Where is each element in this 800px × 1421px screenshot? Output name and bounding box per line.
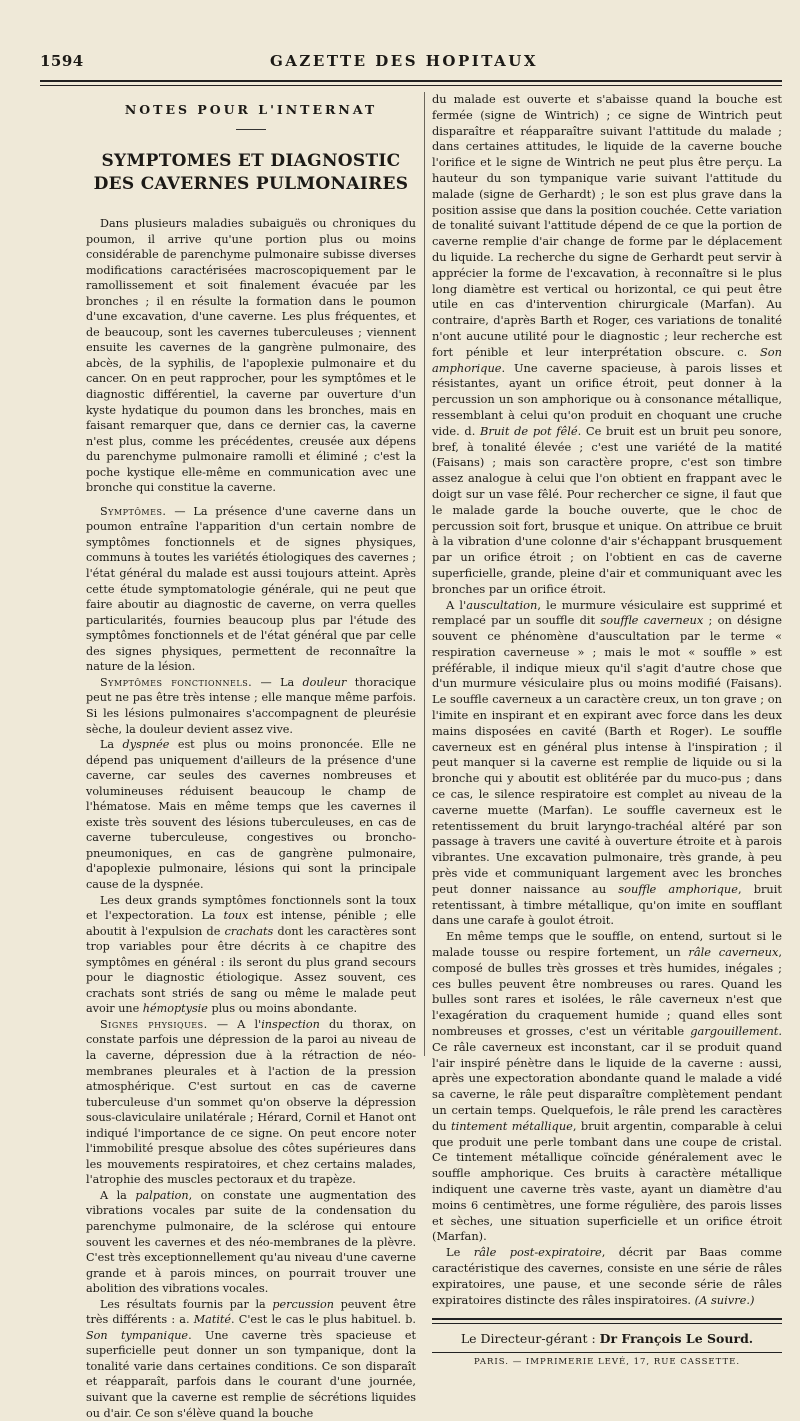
section-title: NOTES POUR L'INTERNAT — [124, 102, 378, 117]
paragraph: En même temps que le souffle, on entend, surtout si le malade tousse ou respire fortement, un râle caverneux, composé de bulles très grosses et très humides, inégales ; ces bulles peuvent être nombreuses ou rares. Quand les bulles sont rares et isolées, le râle caverneux n'est que l'exagération du craquement humide ; quand elles sont nombreuses et grosses, c'est un véritable gargouillement. Ce râle caverneux est inconstant, car il se produit quand l'air inspiré pénètre dans le liquide de la caverne : aussi, après une expectoration abondante quand le malade a vidé sa caverne, le râle peut disparaître complètement pendant un certain temps. Quelquefois, le râle prend les caractères du tintement métallique, bruit argentin, comparable à celui que produit une perle tombant dans une coupe de cristal. Ce tintement métallique coïncide généralement avec le souffle amphorique. Ces bruits à caractère métallique indiquent une caverne très vaste, ayant un diamètre d'au moins 6 centimètres, une forme régulière, des parois lisses et sèches, une situation superficielle et un orifice étroit (Marfan). — [432, 929, 782, 1244]
journal-title: GAZETTE DES HOPITAUX — [269, 52, 538, 70]
paragraph: du malade est ouverte et s'abaisse quand la bouche est fermée (signe de Wintrich) ; ce signe de Wintrich peut disparaître et réapparaître suivant l'attitude du malade ; dans certaines attitudes, le liquide de la caverne bouche l'orifice et le signe de Wintrich ne peut plus être perçu. La hauteur du son tympanique varie suivant l'attitude du malade (signe de Gerhardt) ; le son est plus grave dans la position assise que dans la position couchée. Cette variation de tonalité suivant l'attitude dépend de ce que la portion de caverne remplie d'air change de forme par le déplacement du liquide. La recherche du signe de Gerhardt peut servir à apprécier la forme de l'excavation, à reconnaître si le plus long diamètre est vertical ou horizontal, ce qui peut être utile en cas d'intervention chirurgicale (Marfan). Au contraire, d'après Barth et Roger, ces variations de tonalité n'ont aucune utilité pour le diagnostic ; leur recherche est fort pénible et leur interprétation obscure. c. Son amphorique. Une caverne spacieuse, à parois lisses et résistantes, ayant un orifice étroit, peut donner à la percussion un son amphorique ou à consonance métallique, ressemblant à celui qu'on produit en choquant une cruche vide. d. Bruit de pot fêlé. Ce bruit est un bruit peu sonore, bref, à tonalité élevée ; c'est une variété de la matité (Faisans) ; mais son caractère propre, c'est son timbre assez analogue à celui que l'on obtient en frappant avec le doigt sur un vase fêlé. Pour rechercher ce signe, il faut que le malade garde la bouche ouverte, que le choc de percussion soit fort, brusque et unique. On attribue ce bruit à la vibration d'une colonne d'air s'échappant brusquement par un orifice étroit ; on l'obtient en cas de caverne superficielle, grande, pleine d'air et communiquant avec les bronches par un orifice étroit. — [432, 92, 782, 596]
page-number: 1594 — [40, 52, 84, 70]
right-column — [432, 92, 782, 1367]
article-title: SYMPTOMES ET DIAGNOSTIC DES CAVERNES PULMONAIRES — [93, 151, 409, 194]
paragraph: La dyspnée est plus ou moins prononcée. Elle ne dépend pas uniquement d'ailleurs de la présence d'une caverne, car seules des cavernes nombreuses et volumineuses réduisent beaucoup le champ de l'hématose. Mais en même temps que les cavernes il existe très souvent des lésions tuberculeuses, en cas de caverne tuberculeuse, congestives ou broncho-pneumoniques, en cas de gangrène pulmonaire, d'apoplexie pulmonaire, lésions qui sont la principale cause de la dyspnée. — [86, 738, 416, 891]
paragraph: Le râle post-expiratoire, décrit par Baas comme caractéristique des cavernes, consiste en une série de râles expiratoires, une pause, et une seconde série de râles expiratoires distincte des râles inspiratoires. (A suivre.) — [432, 1245, 782, 1307]
footer-rule — [432, 1318, 782, 1320]
subheading: Symptômes fonctionnels. — [100, 675, 253, 689]
director-name: Dr François Le Sourd. — [599, 1331, 754, 1347]
imprint-rule — [432, 1352, 782, 1353]
left-column — [86, 92, 416, 1421]
paragraph: Signes physiques. — A l'inspection du thorax, on constate parfois une dépression de la paroi au niveau de la caverne, dépression due à la rétraction de néo-membranes pleurales et à l'action de la pression atmosphérique. C'est surtout en cas de caverne tuberculeuse d'un sommet qu'on observe la dépression sous-claviculaire unilatérale ; Hérard, Cornil et Hanot ont indiqué l'importance de ce signe. On peut encore noter l'immobilité presque absolue des côtes supérieures dans les mouvements respiratoires, et chez certains malades, l'atrophie des muscles pectoraux et du trapèze. — [86, 1017, 416, 1187]
subheading: Symptômes. — [100, 504, 167, 518]
to-be-continued: (A suivre.) — [694, 1292, 755, 1307]
director-line: Le Directeur-gérant : Dr François Le Sourd. — [460, 1331, 754, 1347]
paragraph: Les deux grands symptômes fonctionnels sont la toux et l'expectoration. La toux est intense, pénible ; elle aboutit à l'expulsion de crachats dont les caractères sont trop variables pour être décrits à ce chapitre des symptômes en général : ils seront du plus grand secours pour le diagnostic étiologique. Assez souvent, ces crachats sont striés de sang ou même le malade peut avoir une hémoptysie plus ou moins abondante. — [86, 893, 416, 1016]
header-rule — [40, 80, 782, 82]
imprint: PARIS. — IMPRIMERIE LEVÉ, 17, RUE CASSETTE. — [473, 1357, 741, 1368]
page-header — [40, 52, 768, 74]
subheading: Signes physiques. — [100, 1017, 208, 1031]
column-divider — [424, 92, 425, 1056]
paragraph: A la palpation, on constate une augmentation des vibrations vocales par suite de la condensation du parenchyme pulmonaire, de la sclérose qui entoure souvent les cavernes et des néo-membranes de la plèvre. C'est très exceptionnellement qu'au niveau d'une caverne grande et à parois minces, on pourrait trouver une abolition des vibrations vocales. — [86, 1188, 416, 1296]
footer-rule-thin — [432, 1323, 782, 1324]
header-rule-thin — [40, 85, 782, 86]
paragraph: Symptômes fonctionnels. — La douleur thoracique peut ne pas être très intense ; elle manque même parfois. Si les lésions pulmonaires s'accompagnent de pleurésie sèche, la douleur devient assez vive. — [86, 675, 416, 736]
paragraph: Symptômes. — La présence d'une caverne dans un poumon entraîne l'apparition d'un certain nombre de symptômes fonctionnels et de signes physiques, communs à toutes les variétés étiologiques des cavernes ; l'état général du malade est aussi toujours atteint. Après cette étude symptomatologie générale, qui ne peut que faire aboutir au diagnostic de caverne, on verra quelles particularités, fournies beaucoup plus par l'étude des symptômes fonctionnels et de l'état général que par celle des signes physiques, permettent de reconnaître la nature de la lésion. — [86, 504, 416, 674]
paragraph: Les résultats fournis par la percussion peuvent être très différents : a. Matité. C'est le cas le plus habituel. b. Son tympanique. Une caverne très spacieuse et superficielle peut donner un son tympanique, dont la tonalité varie dans certaines conditions. Ce son disparaît et réapparaît, parfois dans le courant d'une journée, suivant que la caverne est remplie de sécrétions liquides ou d'air. Ce son s'élève quand la bouche — [86, 1297, 416, 1420]
title-rule — [236, 129, 266, 130]
paragraph: A l'auscultation, le murmure vésiculaire est supprimé et remplacé par un souffle dit souffle caverneux ; on désigne souvent ce phénomène d'auscultation par le terme « respiration caverneuse » ; mais le mot « souffle » est préférable, il indique mieux qu'il s'agit d'autre chose que d'un murmure vésiculaire plus ou moins modifié (Faisans). Le souffle caverneux a un caractère creux, un ton grave ; on l'imite en inspirant et en expirant avec force dans les deux mains disposées en cavité (Barth et Roger). Le souffle caverneux est en général plus intense à l'inspiration ; il peut manquer si la caverne est remplie de liquide ou si la bronche qui y aboutit est oblitérée par du muco-pus ; dans ce cas, le silence respiratoire est complet au niveau de la caverne muette (Marfan). Le souffle caverneux est le retentissement du bruit laryngo-trachéal altéré par son passage à travers une cavité à ouverture étroite et à parois vibrantes. Une excavation pulmonaire, très grande, à peu près vide et communiquant largement avec les bronches peut donner naissance au souffle amphorique, bruit retentissant, à timbre métallique, qu'on imite en soufflant dans une carafe à goulot étroit. — [432, 597, 783, 928]
paragraph: Dans plusieurs maladies subaiguës ou chroniques du poumon, il arrive qu'une portion plus ou moins considérable de parenchyme pulmonaire subisse diverses modifications caractérisées macroscopiquement par le ramollissement et soit finalement évacuée par les bronches ; il en résulte la formation dans le poumon d'une excavation, d'une caverne. Les plus fréquentes, et de beaucoup, sont les cavernes tuberculeuses ; viennent ensuite les cavernes de la gangrène pulmonaire, des abcès, de la syphilis, de l'apoplexie pulmonaire et du cancer. On en peut rapprocher, pour les symptômes et le diagnostic différentiel, la caverne par ouverture d'un kyste hydatique du poumon dans les bronches, mais en faisant remarquer que, dans ce dernier cas, la caverne n'est plus, comme les précédentes, creusée aux dépens du parenchyme pulmonaire ramolli et éliminé ; c'est la poche kystique elle-même en communication avec une bronche qui constitue la caverne. — [86, 217, 416, 495]
